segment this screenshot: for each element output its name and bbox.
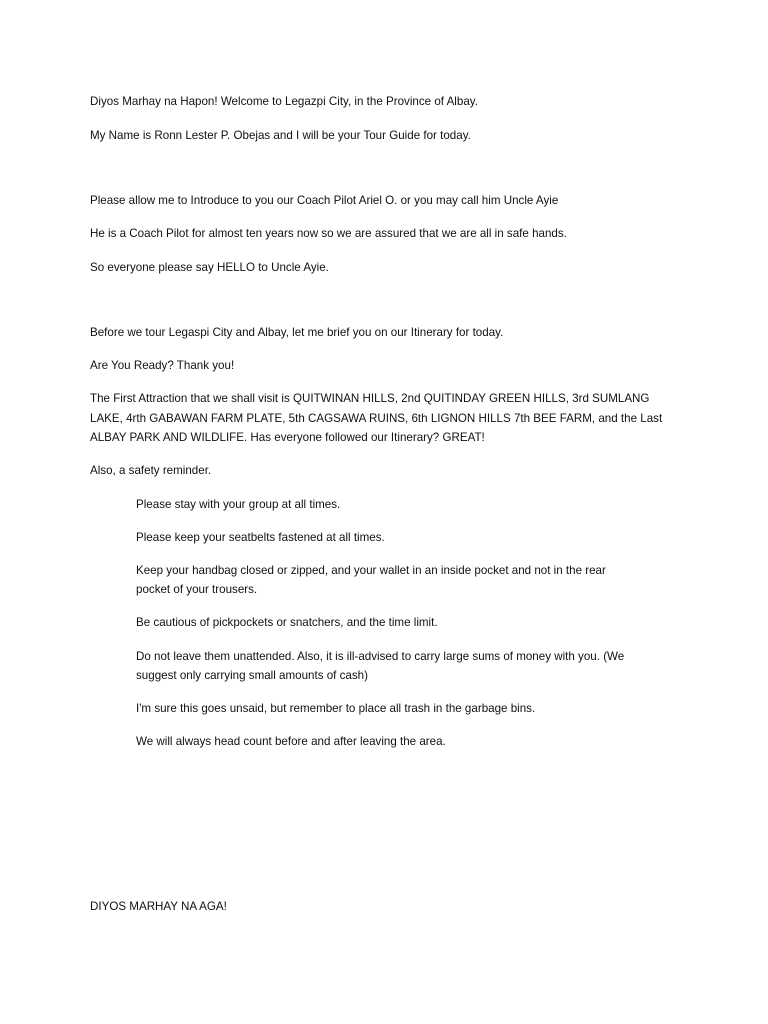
intro-paragraph: My Name is Ronn Lester P. Obejas and I will be your Tour Guide for today. (90, 129, 471, 142)
safety-item: Please stay with your group at all times. (136, 498, 341, 511)
itinerary-line: ALBAY PARK AND WILDLIFE. Has everyone followed our Itinerary? GREAT! (90, 431, 485, 444)
ready-paragraph: Are You Ready? Thank you! (90, 359, 235, 372)
say-hello-paragraph: So everyone please say HELLO to Uncle Ayie. (90, 261, 329, 274)
safety-item: Do not leave them unattended. Also, it is ill-advised to carry large sums of money with you. (We (136, 650, 625, 663)
greeting-paragraph: Diyos Marhay na Hapon! Welcome to Legazpi City, in the Province of Albay. (90, 95, 478, 108)
safety-item: Be cautious of pickpockets or snatchers, and the time limit. (136, 616, 438, 629)
itinerary-line: The First Attraction that we shall visit is QUITWINAN HILLS, 2nd QUITINDAY GREEN HILLS, 3rd SUMLANG (90, 392, 650, 405)
safety-item: We will always head count before and after leaving the area. (136, 735, 446, 748)
closing-paragraph: DIYOS MARHAY NA AGA! (90, 900, 227, 913)
coach-experience-paragraph: He is a Coach Pilot for almost ten years now so we are assured that we are all in safe hands. (90, 227, 567, 240)
safety-item: Please keep your seatbelts fastened at all times. (136, 531, 385, 544)
safety-heading: Also, a safety reminder. (90, 464, 212, 477)
safety-item: Keep your handbag closed or zipped, and your wallet in an inside pocket and not in the rear (136, 564, 606, 577)
brief-paragraph: Before we tour Legaspi City and Albay, let me brief you on our Itinerary for today. (90, 326, 504, 339)
coach-intro-paragraph: Please allow me to Introduce to you our Coach Pilot Ariel O. or you may call him Uncle Ayie (90, 194, 559, 207)
safety-item: I'm sure this goes unsaid, but remember to place all trash in the garbage bins. (136, 702, 536, 715)
safety-item-continuation: pocket of your trousers. (136, 583, 258, 596)
safety-item-continuation: suggest only carrying small amounts of cash) (136, 669, 368, 682)
itinerary-line: LAKE, 4rth GABAWAN FARM PLATE, 5th CAGSAWA RUINS, 6th LIGNON HILLS 7th BEE FARM, and the Last (90, 412, 663, 425)
